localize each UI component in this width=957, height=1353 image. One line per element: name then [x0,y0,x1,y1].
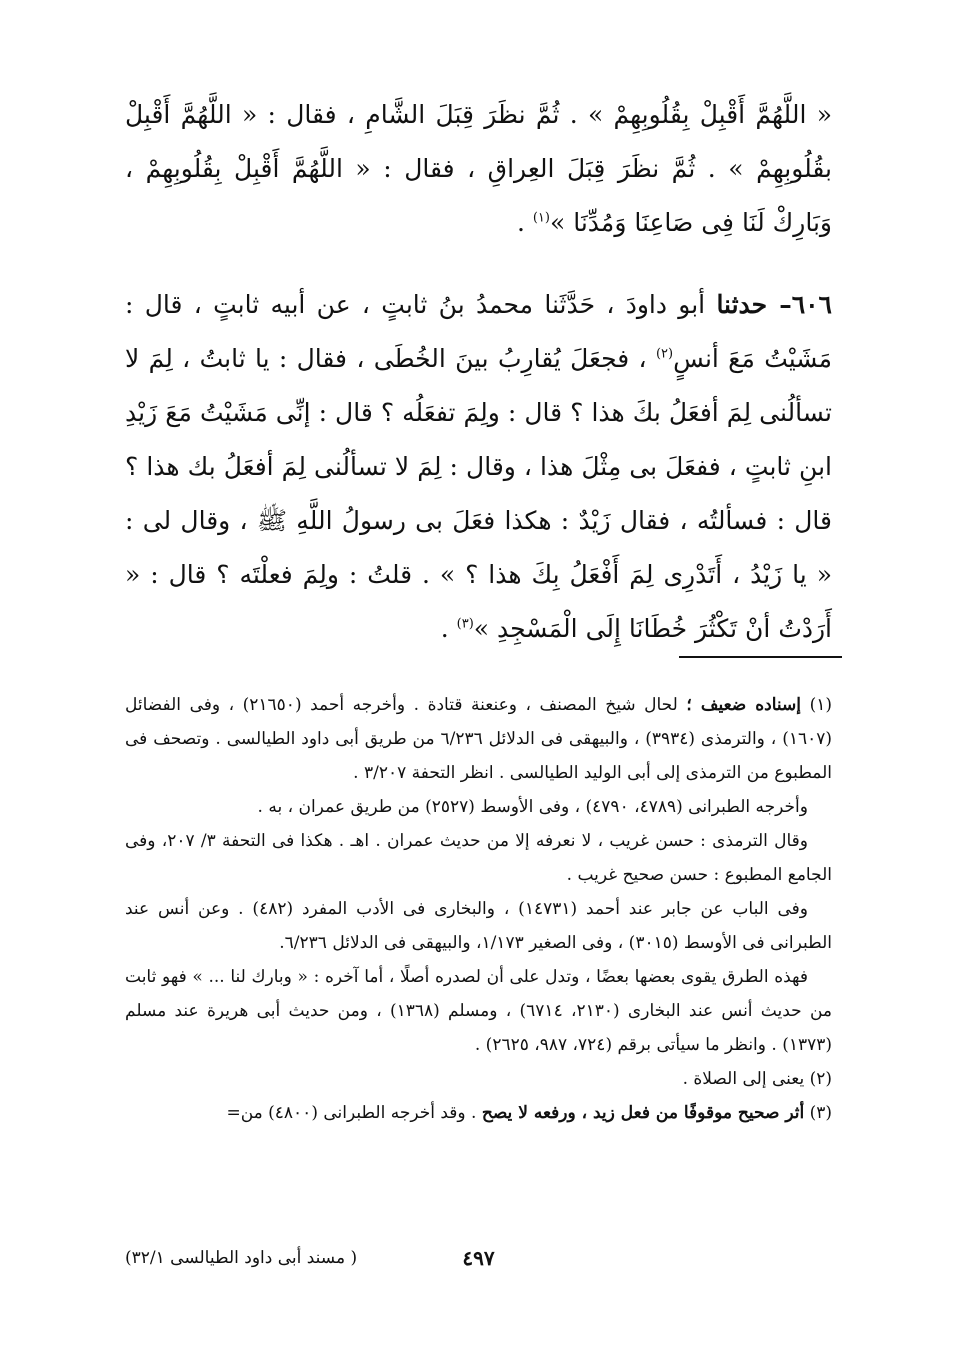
footnote-1-paragraph-5: فهذه الطرق يقوى بعضها بعضًا ، وتدل على أن لصدره أصلًا ، أما آخره : « وبارك لنا ... » فهو ثابت من حديث أنس عند البخارى (٢١٣٠، ٦٧١٤) ، ومسلم (١٣٦٨) ، ومن حديث أبى هريرة عند مسلم (١٣٧٣) . وانظر ما سيأتى برقم (٧٢٤، ٩٨٧، ٢٦٢٥) . [125,967,832,1055]
footnotes [125,688,832,1130]
footnote-1: (١) إسناده ضعيف ؛ لحال شيخ المصنف ، وعنعنة قتادة . وأخرجه أحمد (٢١٦٥٠) ، وفى الفضائل (١٦٠٧) ، والترمذى (٣٩٣٤) ، والبيهقى فى الدلائل ٦/٢٣٦ من طريق أبى داود الطيالسى . وتصحف فى المطبوع من الترمذى إلى أبى الوليد الطيالسى . انظر التحفة ٣/٢٠٧ . [125,695,833,783]
footnote-separator [679,656,842,658]
page-number: ٤٩٧ [462,1246,495,1270]
footnote-2: (٢) يعنى إلى الصلاة . [682,1069,832,1089]
footnote-1-paragraph-2: وأخرجه الطبرانى (٤٧٨٩، ٤٧٩٠) ، وفى الأوسط (٢٥٢٧) من طريق عمران ، به . [257,797,808,817]
source-reference: ( مسند أبى داود الطيالسى ٣٢/١) [125,1248,358,1268]
page-footer [125,1240,832,1280]
footnote-1-paragraph-4: وفى الباب عن جابر عند أحمد (١٤٧٣١) ، والبخارى فى الأدب المفرد (٤٨٢) . وعن أنس عند الطبرانى فى الأوسط (٣٠١٥) ، وفى الصغير ١/١٧٣، والبيهقى فى الدلائل ٦/٢٣٦. [125,899,832,953]
main-text [125,88,832,656]
hadith-606: ٦٠٦– حدثنا أبو داودَ ، حَدَّثَنا محمدُ بنُ ثابتٍ ، عن أبيه ثابتٍ ، قال : مَشَيْتُ مَعَ أنسٍ$^{(٢)}$ ، فجعَلَ يُقارِبُ بينَ الخُطَى ، فقال : يا ثابتُ ، لِمَ لا تسألُنى لِمَ أفعَلُ بكَ هذا ؟ قال : ولِمَ تفعَلُه ؟ قال : إنِّى مَشَيْتُ مَعَ زَيْدِ ابنِ ثابتٍ ، ففعَلَ بى مِثْلَ هذا ، وقال : لِمَ لا تسألُنى لِمَ أفعَلُ بك هذا ؟ قال : فسألتُه ، فقال زَيْدٌ : هكذا فعَلَ بى رسولُ اللَّهِ ﷺ ، وقال لى : « يا زَيْدُ ، أَتَدْرِى لِمَ أَفْعَلُ بِكَ هذا ؟ » . قلتُ : ولِمَ فعلْتَه ؟ قال : « أَرَدْتُ أنْ تَكْثُرَ خُطَانَا إِلَى الْمَسْجِدِ »$^{(٣)}$ . [125,290,832,643]
footnote-ref-1[interactable]: (١) [532,210,550,226]
footnote-ref-2[interactable]: (٢) [655,346,674,362]
footnote-1-paragraph-3: وقال الترمذى : حسن غريب ، لا نعرفه إلا من حديث عمران . اهـ . هكذا فى التحفة ٣/ ٢٠٧، وفى الجامع المطبوع : حسن صحيح غريب . [125,831,832,885]
paragraph-continuation: « اللَّهُمَّ أَقْبِلْ بِقُلُوبِهِمْ » . ثُمَّ نظَرَ قِبَلَ الشَّامِ ، فقال : « اللَّهُمَّ أَقْبِلْ بقُلُوبِهِمْ » . ثُمَّ نظَرَ قِبَلَ العِراقِ ، فقال : « اللَّهُمَّ أَقْبِلْ بِقُلُوبِهِمْ ، وَبَارِكْ لَنَا فِى صَاعِنَا وَمُدِّنَا »$^{(١)}$ . [125,100,832,237]
footnote-3: (٣) أثر صحيح موقوفًا من فعل زيد ، ورفعه لا يصح . وقد أخرجه الطبرانى (٤٨٠٠) من= [226,1103,832,1123]
hadith-number: ٦٠٦ [791,290,832,319]
hadith-lead: – حدثنا [716,290,792,319]
footnote-ref-3[interactable]: (٣) [456,616,474,632]
